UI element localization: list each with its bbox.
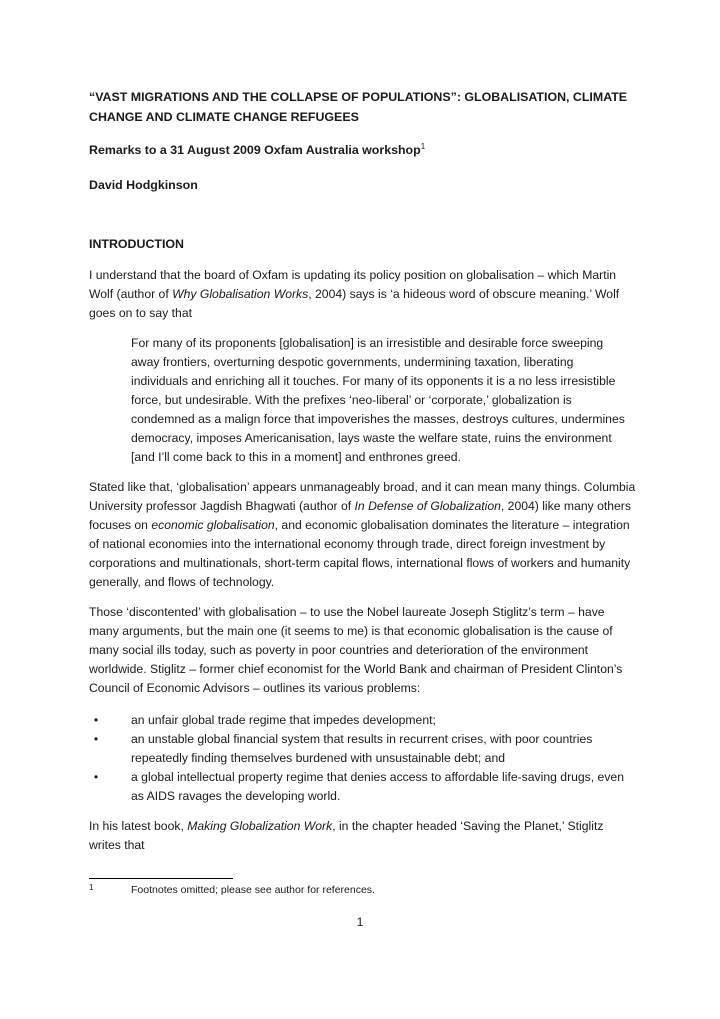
- paragraph-1-text-a: I understand that the board of Oxfam is updating its policy position on globalisation – which Martin Wolf (author of: [89, 268, 617, 301]
- footnote-divider: [89, 878, 233, 879]
- subtitle-text: Remarks to a 31 August 2009 Oxfam Australia workshop: [89, 143, 421, 157]
- paragraph-1-text-b: , 2004) says is ‘a hideous word of obscure meaning.’ Wolf goes on to say that: [89, 287, 620, 320]
- footnote-mark: 1: [89, 883, 94, 892]
- list-item-text: a global intellectual property regime that denies access to affordable life-saving drugs, even as AIDS ravages the developing world.: [131, 770, 624, 803]
- document-title: “VAST MIGRATIONS AND THE COLLAPSE OF POPULATIONS”: GLOBALISATION, CLIMATE CHANGE AND CLIMATE CHANGE REFUGEES: [89, 90, 628, 124]
- paragraph-1: [89, 266, 637, 323]
- list-item-text: an unstable global financial system that results in recurrent crises, with poor countries repeatedly finding themselves burdened with unsustainable debt; and: [131, 732, 593, 765]
- paragraph-4: [89, 817, 637, 855]
- book-title-in-defense-of-globalization: In Defense of Globalization: [354, 499, 501, 513]
- problems-list: [89, 711, 637, 806]
- bullet-icon: •: [93, 713, 99, 727]
- paragraph-3: Those ‘discontented’ with globalisation – to use the Nobel laureate Joseph Stiglitz’s term – have many arguments, but the main one (it seems to me) is that economic globalisation is the cause of many social ills today, such as poverty in poor countries and deterioration of the environment worldwide. Stiglitz – former chief economist for the World Bank and chairman of President Clinton’s Council of Economic Advisors – outlines its various problems:: [89, 605, 623, 695]
- bullet-icon: •: [93, 770, 99, 784]
- document-subtitle: [89, 141, 425, 160]
- footnote: [89, 883, 375, 898]
- paragraph-2-text-a: Stated like that, ‘globalisation’ appears unmanageably broad, and it can mean many things. Columbia University professor Jagdish Bhagwati (author of: [89, 480, 636, 513]
- list-item: [89, 768, 637, 806]
- paragraph-2: [89, 478, 637, 592]
- author-name: David Hodgkinson: [89, 178, 198, 192]
- paragraph-4-text-a: In his latest book,: [89, 819, 188, 833]
- paragraph-2-text-b: , 2004) like many others focuses on: [89, 499, 631, 532]
- block-quote: For many of its proponents [globalisation] is an irresistible and desirable force sweeping away frontiers, overturning despotic governments, undermining taxation, liberating individuals and enriching all it touches. For many of its opponents it is a no less irresistible force, but undesirable. With the prefixes ‘neo-liberal’ or ‘corporate,’ globalization is condemned as a malign force that impoverishes the masses, destroys cultures, undermines democracy, imposes Americanisation, lays waste the welfare state, ruins the environment [and I’ll come back to this in a moment] and enthrones greed.: [131, 336, 625, 464]
- footnote-reference[interactable]: 1: [420, 142, 426, 151]
- footnote-text: Footnotes omitted; please see author for references.: [131, 884, 375, 896]
- list-item: [89, 711, 637, 730]
- book-title-why-globalisation-works: Why Globalisation Works: [172, 287, 309, 301]
- list-item-text: an unfair global trade regime that impedes development;: [131, 713, 436, 727]
- book-title-making-globalization-work: Making Globalization Work: [187, 819, 333, 833]
- paragraph-2-text-c: , and economic globalisation dominates the literature – integration of national economies into the international economy through trade, direct foreign investment by corporations and multinationals, short-term capital flows, international flows of workers and humanity generally, and flows of technology.: [89, 518, 631, 589]
- term-economic-globalisation: economic globalisation: [151, 518, 275, 532]
- paragraph-4-text-b: , in the chapter headed ‘Saving the Planet,’ Stiglitz writes that: [89, 819, 604, 852]
- page-number: 1: [356, 915, 364, 929]
- section-heading: INTRODUCTION: [89, 237, 184, 251]
- list-item: [89, 730, 637, 768]
- bullet-icon: •: [93, 732, 99, 746]
